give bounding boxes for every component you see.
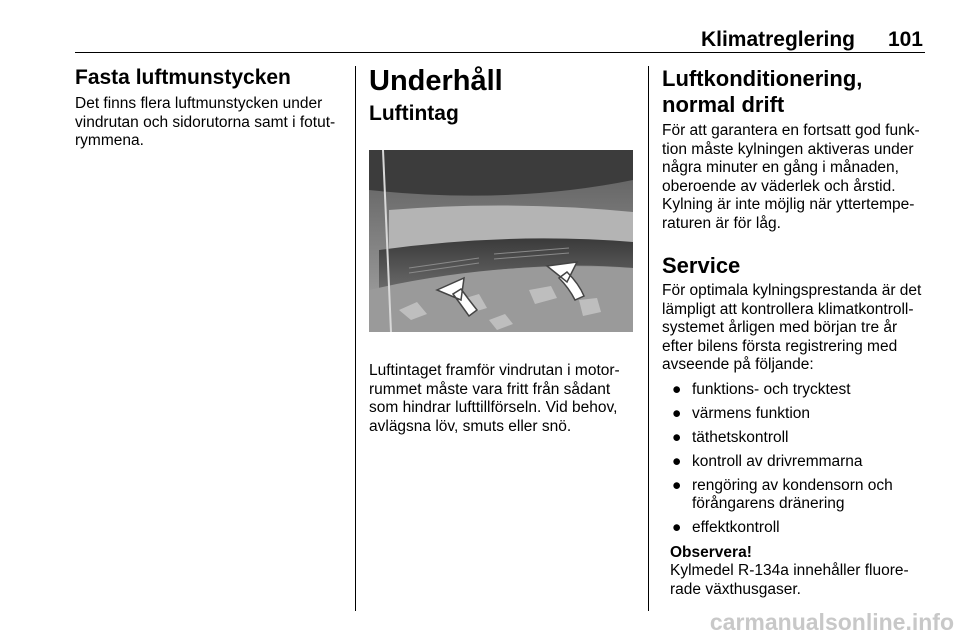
note-text: Kylmedel R-134a innehåller fluore-rade växthusgaser. bbox=[670, 562, 909, 598]
list-item: ● effektkontroll bbox=[672, 519, 780, 536]
heading-ac-normal: Luftkonditionering, normal drift bbox=[662, 66, 863, 117]
bullet-icon: ● bbox=[672, 476, 682, 494]
bullet-icon: ● bbox=[672, 428, 682, 446]
heading-maintenance: Underhåll bbox=[369, 65, 503, 97]
fixed-vents-text: Det finns flera luftmunstycken under vindrutan och sidorutorna samt i fotut-rymmena. bbox=[75, 95, 336, 149]
list-item: ● rengöring av kondensorn och förångarens dränering bbox=[672, 476, 893, 512]
ac-normal-text: För att garantera en fortsatt god funk-tion måste kylningen aktiveras under några minuter en gång i månaden, oberoende av väderlek och årstid. Kylning är inte möjlig när yttertempe-raturen är för låg. bbox=[662, 122, 920, 232]
list-item: ● täthetskontroll bbox=[672, 428, 789, 446]
column-3 bbox=[662, 66, 930, 599]
page-number: 101 bbox=[887, 28, 923, 51]
air-intake-illustration bbox=[369, 150, 633, 332]
bullet-icon: ● bbox=[672, 404, 682, 422]
bullet-icon: ● bbox=[672, 519, 682, 536]
column-1 bbox=[75, 66, 345, 151]
bullet-icon: ● bbox=[672, 380, 682, 398]
air-intake-text: Luftintaget framför vindrutan i motor-rummet måste vara fritt från sådant som hindrar lufttillförseln. Vid behov, avlägsna löv, smuts eller snö. bbox=[369, 362, 620, 435]
note-box bbox=[670, 544, 930, 600]
list-item: ● funktions- och trycktest bbox=[672, 380, 851, 398]
air-intake-photo bbox=[369, 150, 633, 332]
section-title: Klimatreglering bbox=[700, 28, 855, 51]
column-divider bbox=[648, 66, 649, 611]
heading-service: Service bbox=[662, 253, 741, 278]
heading-fixed-vents: Fasta luftmunstycken bbox=[75, 66, 291, 89]
column-2 bbox=[369, 66, 635, 436]
heading-air-intake: Luftintag bbox=[369, 102, 459, 125]
service-checklist bbox=[662, 381, 930, 538]
bullet-icon: ● bbox=[672, 452, 682, 470]
watermark: carmanualsonline.info bbox=[709, 609, 954, 635]
column-divider bbox=[355, 66, 356, 611]
service-text: För optimala kylningsprestanda är det lämpligt att kontrollera klimatkontroll-systemet årligen med början tre år efter bilens första registrering med avseende på följande: bbox=[662, 282, 922, 373]
note-title: Observera! bbox=[670, 543, 752, 561]
list-item: ● kontroll av drivremmarna bbox=[672, 452, 863, 470]
page-header bbox=[75, 20, 925, 53]
list-item: ● värmens funktion bbox=[672, 404, 811, 422]
